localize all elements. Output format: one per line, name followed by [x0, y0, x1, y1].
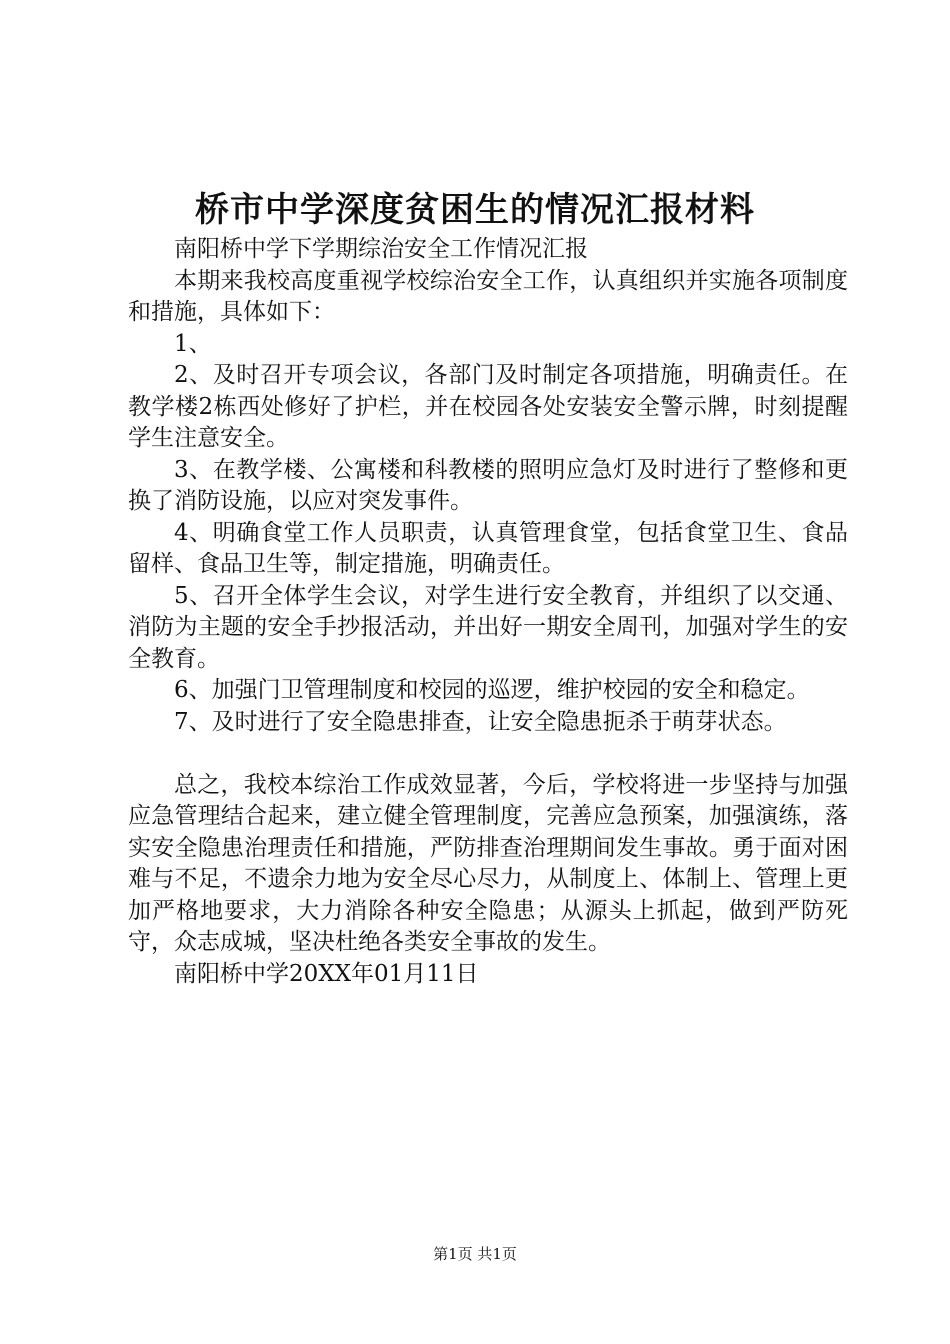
- summary-paragraph: 总之，我校本综治工作成效显著，今后，学校将进一步坚持与加强应急管理结合起来，建立健全管理制度，完善应急预案，加强演练，落实安全隐患治理责任和措施，严防排查治理期间发生事故。勇于面对困难与不足，不遗余力地为安全尽心尽力，从制度上、体制上、管理上更加严格地要求，大力消除各种安全隐患；从源头上抓起，做到严防死守，众志成城，坚决杜绝各类安全事故的发生。: [128, 771, 848, 955]
- list-item-3: 3、在教学楼、公寓楼和科教楼的照明应急灯及时进行了整修和更换了消防设施，以应对突发事件。: [128, 456, 848, 514]
- list-item-1: 1、: [174, 330, 212, 357]
- document-body: [128, 234, 848, 990]
- list-item-2: 2、及时召开专项会议，各部门及时制定各项措施，明确责任。在教学楼2栋西处修好了护栏，并在校园各处安装安全警示牌，时刻提醒学生注意安全。: [128, 362, 848, 451]
- intro-paragraph: 本期来我校高度重视学校综治安全工作，认真组织并实施各项制度和措施，具体如下：: [128, 267, 848, 325]
- report-heading: 南阳桥中学下学期综治安全工作情况汇报: [174, 236, 588, 262]
- document-title: 桥市中学深度贫困生的情况汇报材料: [195, 190, 755, 230]
- list-item-7: 7、及时进行了安全隐患排查，让安全隐患扼杀于萌芽状态。: [174, 708, 787, 735]
- page-footer: 第1页 共1页: [433, 1245, 517, 1263]
- list-item-5: 5、召开全体学生会议，对学生进行安全教育，并组织了以交通、消防为主题的安全手抄报活动，并出好一期安全周刊，加强对学生的安全教育。: [128, 582, 848, 672]
- signature-date: 南阳桥中学20XX年01月11日: [174, 960, 479, 987]
- list-item-6: 6、加强门卫管理制度和校园的巡逻，维护校园的安全和稳定。: [174, 677, 810, 703]
- list-item-4: 4、明确食堂工作人员职责，认真管理食堂，包括食堂卫生、食品留样、食品卫生等，制定措施，明确责任。: [128, 519, 848, 577]
